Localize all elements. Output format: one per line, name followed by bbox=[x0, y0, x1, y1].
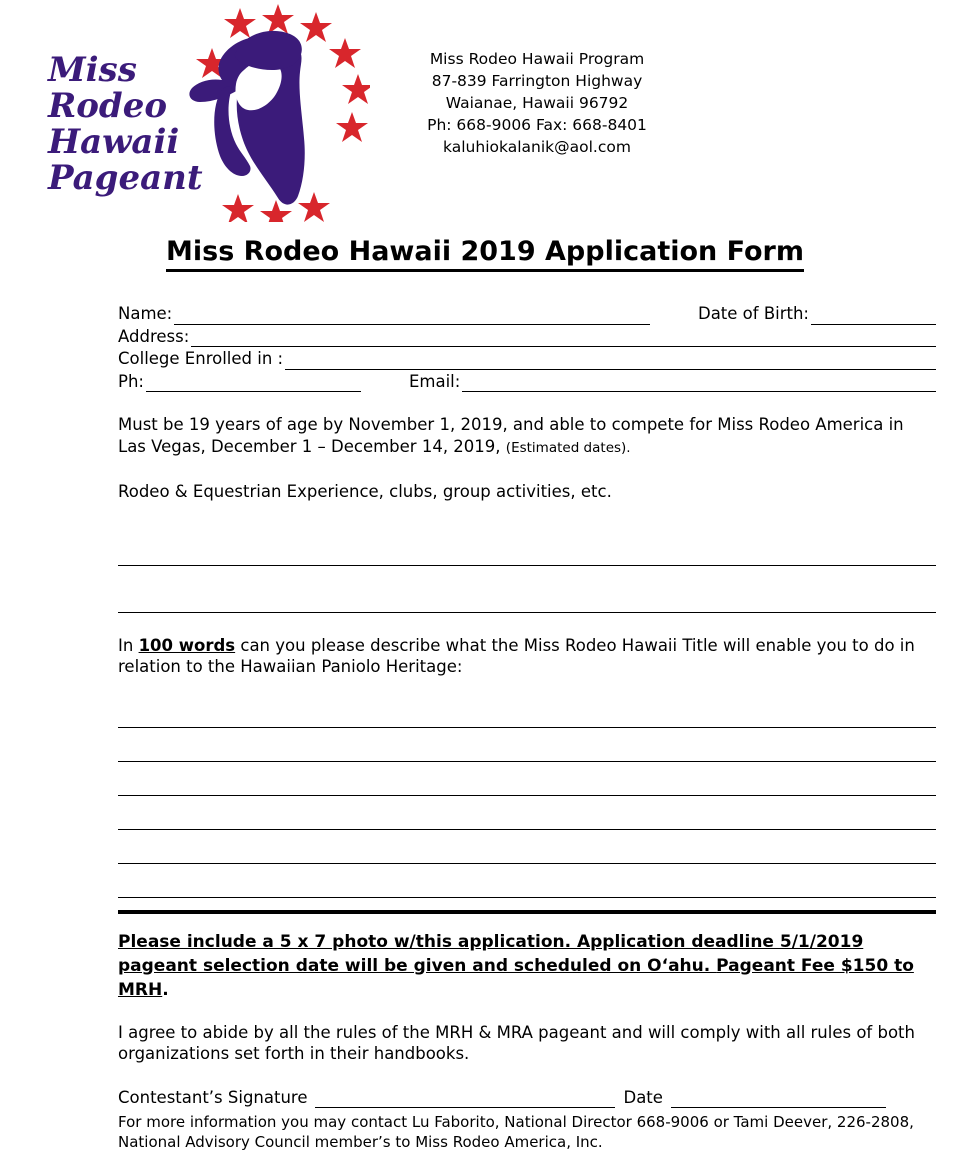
dob-input[interactable] bbox=[811, 308, 936, 325]
address-input[interactable] bbox=[191, 330, 936, 347]
photo-deadline-notice bbox=[118, 930, 936, 1002]
essay-emphasis: 100 words bbox=[138, 635, 236, 655]
notice-period: . bbox=[162, 979, 169, 1000]
email-label: Email: bbox=[408, 371, 461, 391]
name-label: Name: bbox=[118, 304, 173, 323]
write-line[interactable] bbox=[118, 566, 936, 613]
applicant-fields bbox=[118, 303, 936, 392]
contact-email: kaluhiokalanik@aol.com bbox=[443, 138, 631, 156]
logo-line-4: Pageant bbox=[48, 158, 203, 198]
experience-prompt: Rodeo & Equestrian Experience, clubs, group activities, etc. bbox=[118, 482, 612, 501]
dob-label: Date of Birth: bbox=[697, 304, 809, 323]
write-line[interactable] bbox=[118, 864, 936, 898]
signature-input[interactable] bbox=[315, 1090, 615, 1108]
write-line[interactable] bbox=[118, 762, 936, 796]
phone-input[interactable] bbox=[146, 375, 361, 392]
page-title bbox=[0, 236, 970, 267]
write-line[interactable] bbox=[118, 694, 936, 728]
footnote: For more information you may contact Lu Faborito, National Director 668-9006 or Tami Deever, 226-2808, National Advisory Council member’s to Miss Rodeo America, Inc. bbox=[118, 1113, 914, 1151]
essay-answer-lines bbox=[118, 694, 936, 898]
logo-line-3: Hawaii bbox=[48, 122, 180, 162]
signature-date-label: Date bbox=[623, 1087, 663, 1107]
page-title-text: Miss Rodeo Hawaii 2019 Application Form bbox=[166, 236, 804, 272]
email-input[interactable] bbox=[462, 375, 936, 392]
section-divider bbox=[118, 910, 936, 914]
contact-city: Waianae, Hawaii 96792 bbox=[445, 94, 629, 112]
logo-line-2: Rodeo bbox=[48, 86, 168, 126]
agreement-paragraph: I agree to abide by all the rules of the MRH & MRA pageant and will comply with all rules of both organizations set forth in their handbooks. bbox=[118, 1022, 915, 1063]
write-line[interactable] bbox=[118, 519, 936, 566]
college-input[interactable] bbox=[285, 353, 936, 370]
address-label: Address: bbox=[118, 326, 190, 346]
field-row-name bbox=[118, 303, 936, 325]
write-line[interactable] bbox=[118, 796, 936, 830]
contact-phone-fax: Ph: 668-9006 Fax: 668-8401 bbox=[427, 116, 647, 134]
eligibility-text: Must be 19 years of age by November 1, 2019, and able to compete for Miss Rodeo America in Las Vegas, December 1 – December 14, 2019, bbox=[118, 415, 904, 456]
essay-suffix: can you please describe what the Miss Rodeo Hawaii Title will enable you to do in relation to the Hawaiian Paniolo Heritage: bbox=[118, 635, 915, 676]
contact-program: Miss Rodeo Hawaii Program bbox=[429, 50, 645, 68]
essay-prefix: In bbox=[118, 635, 139, 655]
signature-date-input[interactable] bbox=[671, 1090, 886, 1108]
college-label: College Enrolled in : bbox=[118, 349, 284, 368]
logo bbox=[40, 4, 370, 222]
contact-street: 87-839 Farrington Highway bbox=[431, 72, 643, 90]
write-line[interactable] bbox=[118, 728, 936, 762]
name-input[interactable] bbox=[174, 308, 650, 325]
signature-row bbox=[118, 1087, 936, 1109]
essay-prompt bbox=[118, 635, 936, 678]
field-row-address bbox=[118, 326, 936, 348]
eligibility-note: (Estimated dates). bbox=[505, 439, 631, 456]
logo-line-1: Miss bbox=[48, 50, 137, 90]
phone-label: Ph: bbox=[118, 371, 144, 391]
notice-part-1: Please include a 5 x 7 photo w/this application. Application deadline 5/1/2019 pageant selection date will be given and scheduled on O‘ahu. bbox=[118, 931, 864, 976]
notice-part-2: Pageant Fee $150 to MRH bbox=[118, 955, 914, 1000]
field-row-college bbox=[118, 348, 936, 370]
signature-label: Contestant’s Signature bbox=[118, 1087, 308, 1107]
field-row-phone-email bbox=[118, 371, 936, 393]
experience-answer-lines bbox=[118, 519, 936, 613]
eligibility-paragraph bbox=[118, 414, 936, 459]
contact-block bbox=[392, 48, 682, 158]
write-line[interactable] bbox=[118, 830, 936, 864]
document-header bbox=[0, 0, 970, 222]
form-body bbox=[0, 303, 970, 1152]
logo-wordmark bbox=[48, 52, 263, 196]
